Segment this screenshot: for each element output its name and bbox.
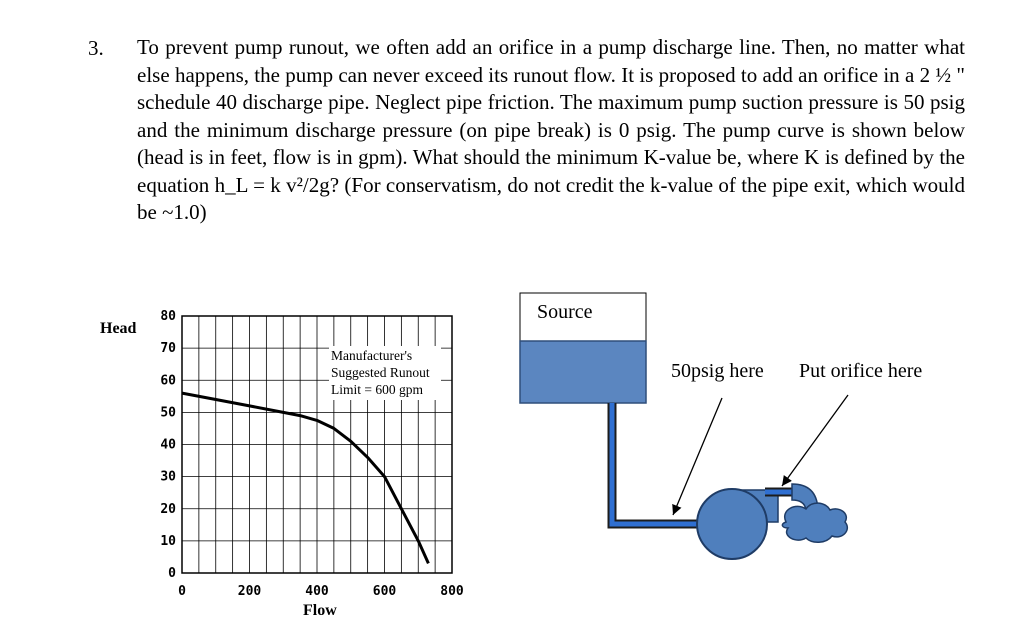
y-axis-label: Head bbox=[100, 320, 137, 337]
x-tick-label: 800 bbox=[440, 584, 464, 599]
y-tick-label: 60 bbox=[160, 373, 176, 389]
y-tick-label: 80 bbox=[160, 309, 176, 324]
y-tick-label: 20 bbox=[160, 501, 176, 517]
y-tick-label: 30 bbox=[160, 469, 176, 485]
annotation-line-3: Limit = 600 gpm bbox=[331, 382, 423, 397]
y-tick-label: 70 bbox=[160, 341, 176, 357]
y-tick-label: 10 bbox=[160, 533, 176, 549]
discharge-spray-cloud bbox=[782, 503, 847, 542]
x-tick-labels bbox=[178, 584, 464, 599]
source-label: Source bbox=[537, 301, 593, 323]
y-tick-label: 40 bbox=[160, 437, 176, 453]
x-tick-label: 400 bbox=[305, 584, 329, 599]
annotation-line-1: Manufacturer's bbox=[331, 348, 413, 363]
y-tick-label: 0 bbox=[168, 566, 176, 581]
x-tick-label: 600 bbox=[372, 584, 397, 599]
pump-curve-chart bbox=[100, 309, 464, 619]
question-text: To prevent pump runout, we often add an orifice in a pump discharge line. Then, no matter what else happens, the pump can never exceed its runout flow. It is proposed to add an orifice in a 2 ½ " schedule 40 discharge pipe. Neglect pipe friction. The maximum pump suction pressure is 50 psig and the minimum discharge pressure (on pipe break) is 0 psig. The pump curve is shown below (head is in feet, flow is in gpm). What should the minimum K-value be, where K is defined by the equation h_L = k v²/2g? (For conservatism, do not credit the k-value of the pipe exit, which would be ~1.0) bbox=[137, 35, 965, 224]
annotation-line-2: Suggested Runout bbox=[331, 365, 430, 380]
orifice-label: Put orifice here bbox=[799, 360, 923, 382]
x-tick-label: 200 bbox=[237, 584, 262, 599]
orifice-pointer-arrow bbox=[782, 395, 848, 486]
x-tick-label: 0 bbox=[178, 584, 186, 599]
suction-pipe-outline bbox=[612, 403, 700, 524]
x-axis-label: Flow bbox=[303, 602, 337, 619]
system-diagram bbox=[520, 293, 922, 559]
suction-pipe bbox=[612, 403, 700, 524]
runout-annotation bbox=[329, 346, 441, 400]
y-tick-label: 50 bbox=[160, 405, 176, 421]
pump-body bbox=[697, 489, 767, 559]
source-tank-water bbox=[520, 341, 646, 403]
question-number: 3. bbox=[88, 36, 104, 60]
y-tick-labels bbox=[160, 309, 176, 581]
pressure-label: 50psig here bbox=[671, 360, 764, 382]
